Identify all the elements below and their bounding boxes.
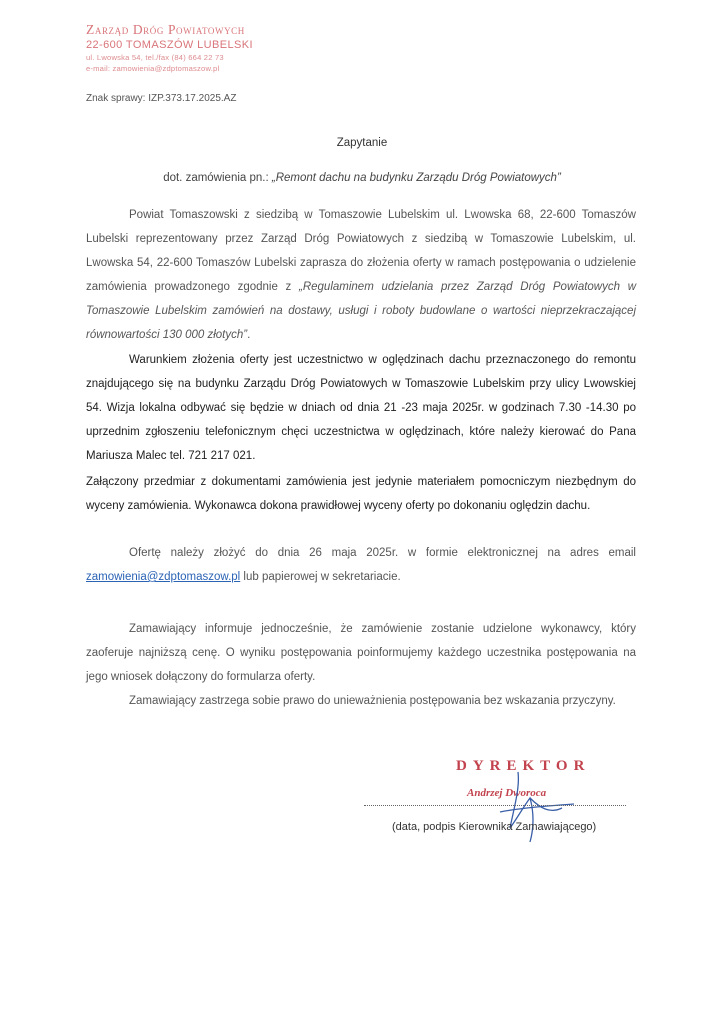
paragraph-cancellation: Zamawiający zastrzega sobie prawo do unieważnienia postępowania bez wskazania przyczyny.: [129, 695, 616, 707]
subject-prefix: dot. zamówienia pn.:: [163, 172, 272, 184]
paragraph-deadline: [86, 541, 636, 589]
signature-line: [364, 804, 626, 806]
letterhead-name: Zarząd Dróg Powiatowych: [86, 22, 245, 37]
deadline-end: lub papierowej w sekretariacie.: [240, 571, 401, 583]
signature-caption: (data, podpis Kierownika Zamawiającego): [392, 821, 597, 833]
letterhead: [86, 22, 286, 74]
paragraph-invitation: [86, 203, 636, 347]
stamp-name: Andrzej Dworoca: [467, 787, 547, 799]
paragraph-site-visit: Warunkiem złożenia oferty jest uczestnictwo w oględzinach dachu przeznaczonego do remontu znajdującego się na budynku Zarządu Dróg Powiatowych w Tomaszowie Lubelskim przy ulicy Lwowskiej 54. Wizja lokalna odbywać się będzie w dniach od dnia 21 -23 maja 2025r. w godzinach 7.30 -14.30 po uprzednim zgłoszeniu telefonicznym chęci uczestnictwa w oględzinach, które należy kierować do Pana Mariusza Malec tel. 721 217 021.: [86, 354, 636, 462]
stamp-title: DYREKTOR: [456, 758, 591, 774]
letterhead-city: 22-600 TOMASZÓW LUBELSKI: [86, 39, 253, 51]
case-reference: Znak sprawy: IZP.373.17.2025.AZ: [86, 93, 237, 104]
invitation-end: .: [247, 329, 251, 341]
subject-line: [0, 172, 724, 184]
email-link[interactable]: zamowienia@zdptomaszow.pl: [86, 571, 241, 583]
handwritten-signature: [490, 768, 580, 848]
letterhead-address: ul. Lwowska 54, tel./fax (84) 664 22 73: [86, 53, 224, 62]
regulation-title: „Regulaminem udzielania przez Zarząd Dróg Powiatowych w Tomaszowie Lubelskim zamówień na dostawy, usługi i roboty budowlane o wartości nieprzekraczającej równowartości 130 000 złotych”: [86, 281, 637, 341]
deadline-text: Ofertę należy złożyć do dnia 26 maja 2025r. w formie elektronicznej na adres email: [129, 547, 636, 559]
subject-name: „Remont dachu na budynku Zarządu Dróg Powiatowych”: [271, 172, 561, 184]
document-title: Zapytanie: [336, 137, 388, 149]
paragraph-award-info: Zamawiający informuje jednocześnie, że zamówienie zostanie udzielone wykonawcy, który zaoferuje najniższą cenę. O wyniku postępowania poinformujemy każdego uczestnika postępowania na jego wniosek dołączony do formularza oferty.: [86, 623, 636, 683]
letterhead-email: e-mail: zamowienia@zdptomaszow.pl: [86, 64, 220, 73]
paragraph-attachment: Załączony przedmiar z dokumentami zamówienia jest jedynie materiałem pomocniczym niezbędnym do wyceny zamówienia. Wykonawca dokona prawidłowej wyceny oferty po dokonaniu oględzin dachu.: [86, 476, 636, 512]
invitation-text: Powiat Tomaszowski z siedzibą w Tomaszowie Lubelskim ul. Lwowska 68, 22-600 Tomaszów Lubelski reprezentowany przez Zarząd Dróg Powiatowych z siedzibą w Tomaszowie Lubelskim, ul. Lwowska 54, 22-600 Tomaszów Lubelski zaprasza do złożenia oferty w ramach postępowania o udzielenie zamówienia prowadzonego zgodnie z: [86, 209, 636, 293]
